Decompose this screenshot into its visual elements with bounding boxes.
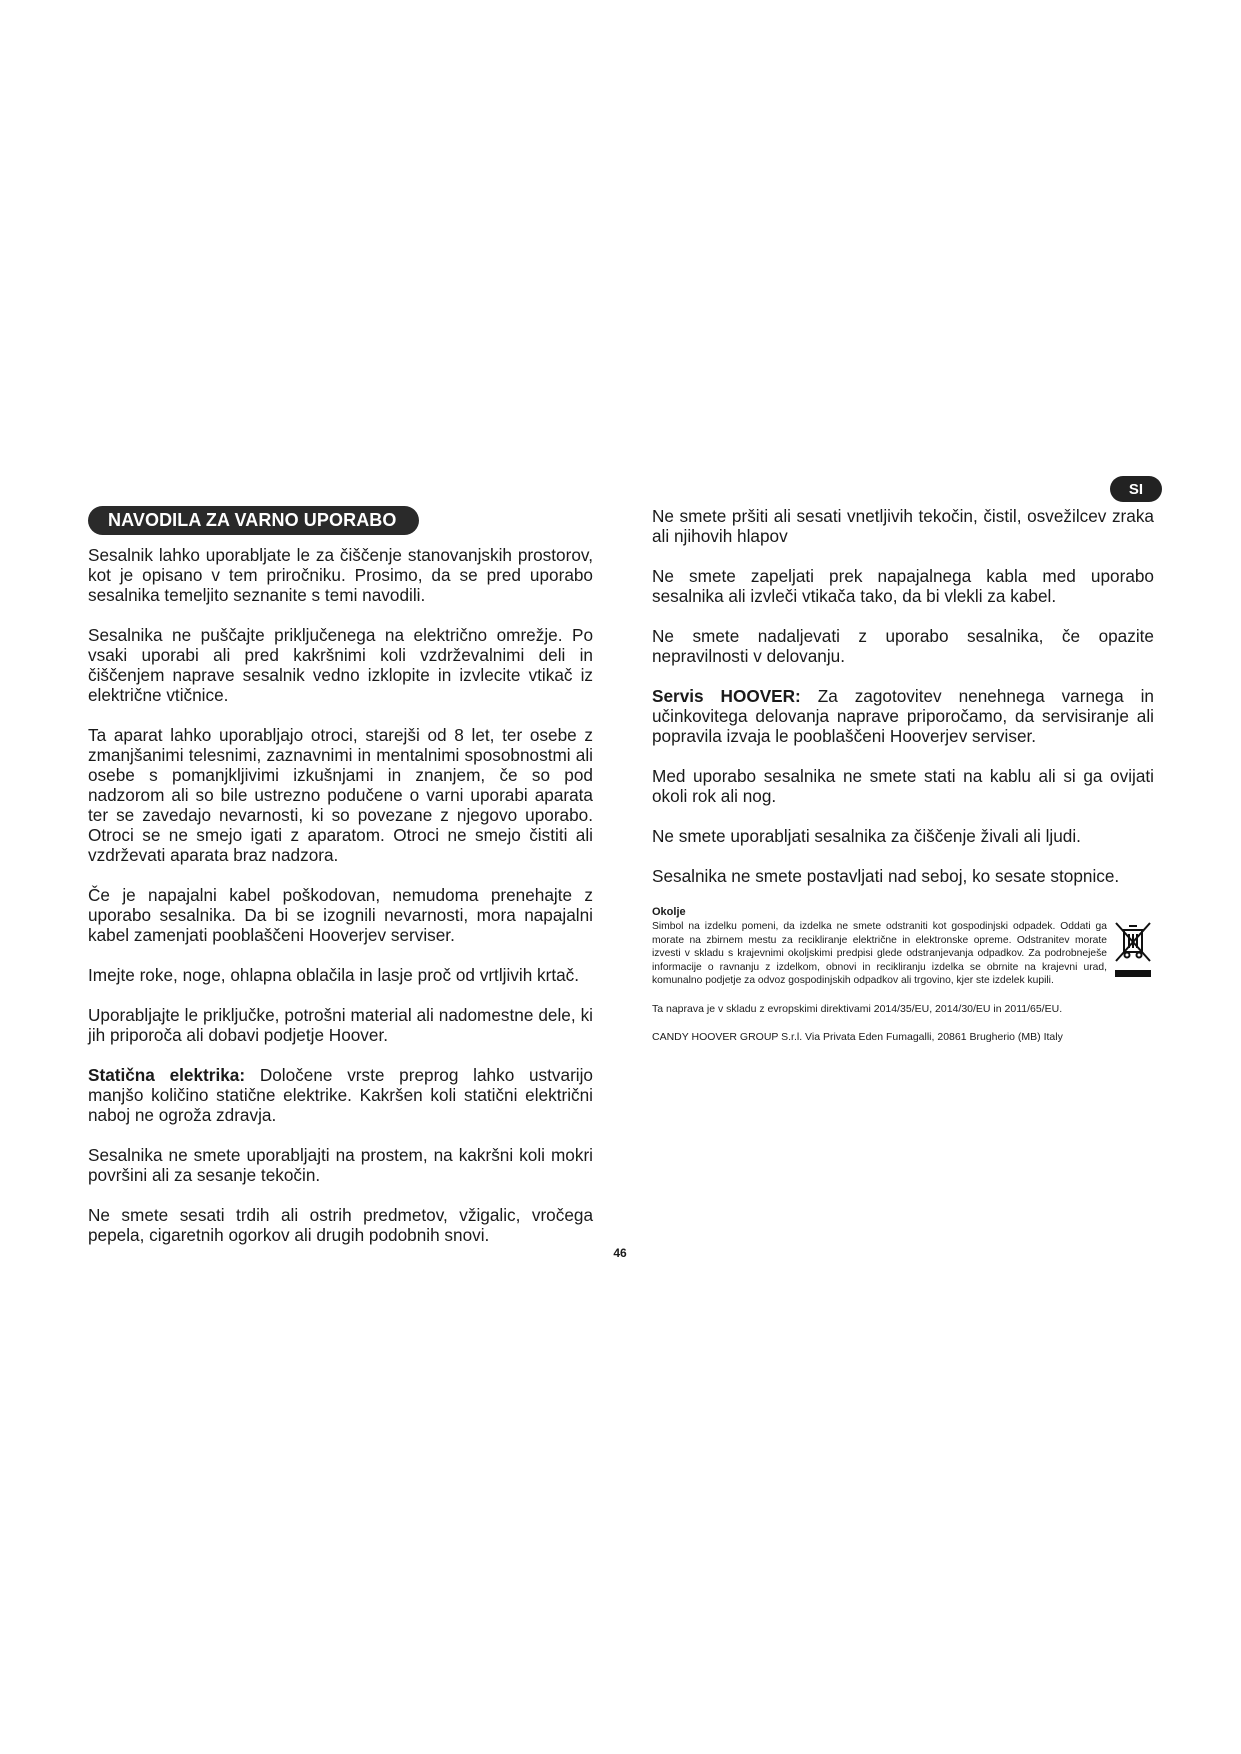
paragraph-intended-use: Sesalnik lahko uporabljate le za čiščenje stanovanjskih prostorov, kot je opisano v tem priročniku. Prosimo, da se pred uporabo sesalnika temeljito seznanite s temi navodili.: [88, 545, 593, 605]
paragraph-animals: Ne smete uporabljati sesalnika za čiščenje živali ali ljudi.: [652, 826, 1081, 846]
crossed-out-bin-icon: [1113, 920, 1153, 977]
static-text: Določene vrste preprog lahko ustvarijo manjšo količino statične elektrike. Kakršen koli statični električni naboj ne ogroža zdravja.: [88, 1065, 593, 1125]
paragraph-flammable: Ne smete pršiti ali sesati vnetljivih tekočin, čistil, osvežilcev zraka ali njihovih hlapov: [652, 506, 1154, 546]
static-label: Statična elektrika:: [88, 1065, 246, 1085]
paragraph-brushes: Imejte roke, noge, ohlapna oblačila in lasje proč od vrtljivih krtač.: [88, 965, 580, 985]
service-text: Za zagotovitev nenehnega varnega in učinkovitega delovanja naprave priporočamo, da servisiranje ali popravila izvaja le pooblaščeni Hooverjev serviser.: [652, 686, 1154, 746]
paragraph-stairs: Sesalnika ne smete postavljati nad seboj, ko sesate stopnice.: [652, 866, 1120, 886]
paragraph-standing-on-cable: Med uporabo sesalnika ne smete stati na kablu ali si ga ovijati okoli rok ali nog.: [652, 766, 1154, 806]
paragraph-accessories: Uporabljajte le priključke, potrošni material ali nadomestne dele, ki jih priporoča ali dobavi podjetje Hoover.: [88, 1005, 593, 1045]
paragraph-outdoor: Sesalnika ne smete uporabljajti na prostem, na kakršni koli mokri površini ali za sesanje tekočin.: [88, 1145, 593, 1185]
environment-title: Okolje: [652, 906, 686, 918]
paragraph-service: [652, 686, 1154, 746]
environment-text: Simbol na izdelku pomeni, da izdelka ne smete odstraniti kot gospodinjski odpadek. Oddati ga morate na zbirnem mestu za recikliranje električne in elektronske opreme. Odstranitev morate izvesti v skladu s krajevnimi okoljskimi predpisi glede odstranjevanja odpadkov. Za podrobneješe informacije o ravnanju z izdelkom, obnovi in recikliranju izdelka se obrnite na krajevni urad, komunalno podjetje za odvoz gospodinjskih odpadkov ali trgovino, kjer ste izdelek kupili.: [652, 921, 1107, 986]
page-number: 46: [613, 1246, 627, 1260]
weee-bar: [1115, 970, 1151, 977]
paragraph-cable: Ne smete zapeljati prek napajalnega kabla med uporabo sesalnika ali izvleči vtikača tako, da bi vlekli za kabel.: [652, 566, 1154, 606]
left-column: [88, 506, 593, 1265]
company-address: CANDY HOOVER GROUP S.r.l. Via Privata Eden Fumagalli, 20861 Brugherio (MB) Italy: [652, 1030, 1063, 1043]
language-badge: SI: [1110, 476, 1162, 502]
paragraph-static: [88, 1065, 593, 1125]
paragraph-sharp-objects: Ne smete sesati trdih ali ostrih predmetov, vžigalic, vročega pepela, cigaretnih ogorkov ali drugih podobnih snovi.: [88, 1205, 593, 1245]
section-title: NAVODILA ZA VARNO UPORABO: [88, 506, 419, 535]
environment-section: [652, 906, 1154, 988]
service-label: Servis HOOVER:: [652, 686, 801, 706]
right-column: [652, 506, 1154, 1044]
paragraph-children: Ta aparat lahko uporabljajo otroci, starejši od 8 let, ter osebe z zmanjšanimi telesnimi, zaznavnimi in mentalnimi sposobnostmi ali osebe s pomanjkljivimi izkušnjami in znanjem, če so pod nadzorom ali so bile ustrezno podučene o varni uporabi aparata ter se zavedajo nevarnosti, ki so povezane z njegovo uporabo. Otroci se ne smejo igati z aparatom. Otroci ne smejo čistiti ali vzdrževati aparata braz nadzora.: [88, 725, 593, 865]
paragraph-damaged-cable: Če je napajalni kabel poškodovan, nemudoma prenehajte z uporabo sesalnika. Da bi se izognili nevarnosti, mora napajalni kabel zamenjati pooblaščeni Hooverjev serviser.: [88, 885, 593, 945]
paragraph-malfunction: Ne smete nadaljevati z uporabo sesalnika, če opazite nepravilnosti v delovanju.: [652, 626, 1154, 666]
compliance-text: Ta naprava je v skladu z evropskimi direktivami 2014/35/EU, 2014/30/EU in 2011/65/EU.: [652, 1002, 1063, 1015]
paragraph-unplug: Sesalnika ne puščajte priključenega na električno omrežje. Po vsaki uporabi ali pred kakršnimi koli vzdrževalnimi deli in čiščenjem naprave sesalnik vedno izklopite in izvlecite vtikač iz električne vtičnice.: [88, 625, 593, 705]
